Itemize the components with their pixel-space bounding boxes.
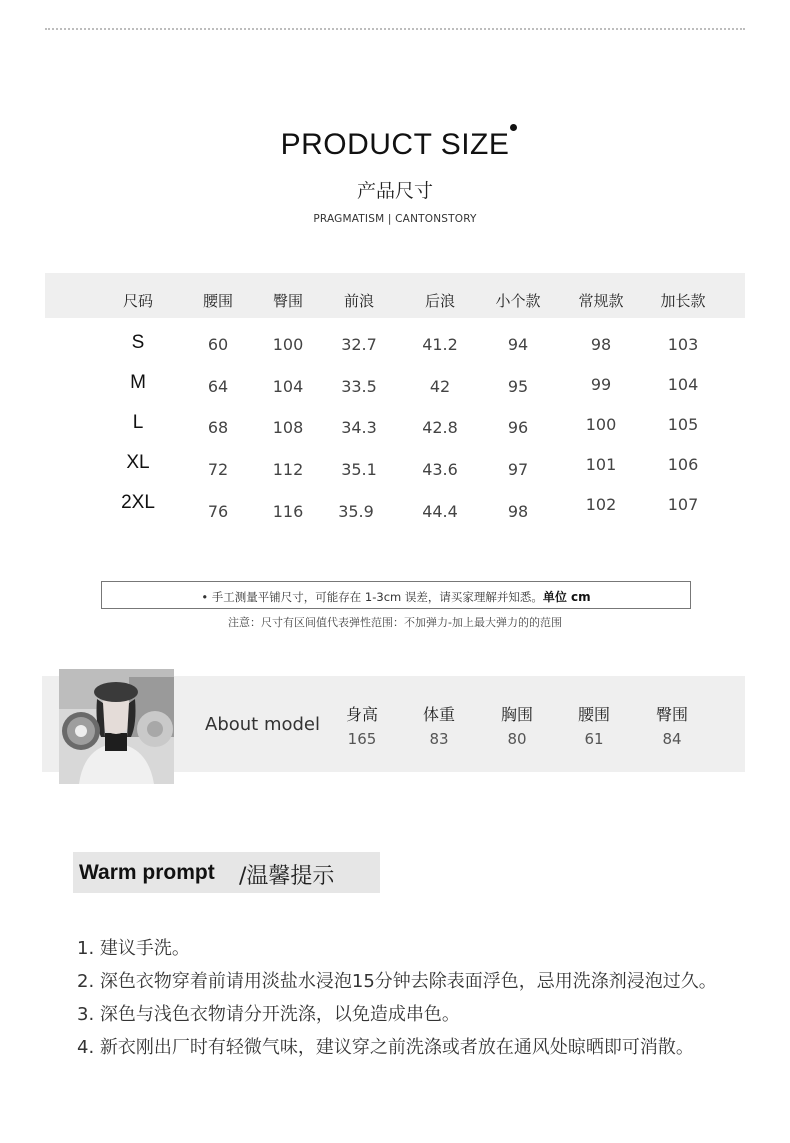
model-stat-name: 身高 [345,705,379,724]
care-tip-item: 4. 新衣刚出厂时有轻微气味，建议穿之前洗涤或者放在通风处晾晒即可消散。 [77,1037,694,1058]
header-cell: 腰围 [202,292,234,310]
table-cell: 42 [429,377,451,396]
table-cell: 104 [667,375,699,394]
size-cell: 2XL [121,492,155,513]
model-stat-value: 80 [507,730,527,748]
table-cell: 94 [507,335,529,354]
table-cell: 44.4 [422,502,458,521]
warm-prompt-title-zh: /温馨提示 [239,864,335,889]
table-cell: 107 [667,495,699,514]
header-cell: 后浪 [424,292,456,310]
table-cell: 35.9 [338,502,374,521]
brand-line: PRAGMATISM | CANTONSTORY [313,213,477,225]
table-cell: 33.5 [341,377,377,396]
table-cell: 41.2 [422,335,458,354]
warm-prompt-heading [73,852,380,893]
model-stat-value: 61 [584,730,604,748]
table-cell: 64 [207,377,229,396]
header-cell: 常规款 [578,292,624,310]
table-cell: 96 [507,418,529,437]
table-cell: 101 [585,455,617,474]
header-cell: 尺码 [122,292,154,310]
model-stat-name: 胸围 [500,705,534,724]
table-cell: 76 [207,502,229,521]
table-cell: 104 [272,377,304,396]
warm-prompt-title-en: Warm prompt [79,861,215,884]
table-cell: 32.7 [341,335,377,354]
care-tip-item: 3. 深色与浅色衣物请分开洗涤，以免造成串色。 [77,1004,460,1025]
model-stat-value: 83 [429,730,449,748]
measurement-note-box [101,581,691,609]
page-subtitle: 产品尺寸 [356,180,433,202]
care-tip-item: 1. 建议手洗。 [77,938,190,959]
top-dotted-divider [45,28,745,30]
header-cell: 臀围 [272,292,304,310]
about-model-label: About model [205,714,320,735]
header-cell: 小个款 [495,292,541,310]
size-cell: M [130,372,146,393]
table-cell: 105 [667,415,699,434]
table-cell: 116 [272,502,304,521]
page-title: PRODUCT SIZE [280,128,510,161]
size-cell: XL [126,452,150,473]
table-cell: 98 [507,502,529,521]
care-tips-list [77,936,717,1068]
model-photo [59,669,174,784]
table-cell: 43.6 [422,460,458,479]
model-stat-value: 165 [347,730,377,748]
table-cell: 102 [585,495,617,514]
model-stat-name: 腰围 [577,705,611,724]
care-tip-item: 2. 深色衣物穿着前请用淡盐水浸泡15分钟去除表面浮色，忌用洗涤剂浸泡过久。 [77,971,717,992]
size-cell: L [132,412,144,433]
size-cell: S [131,332,145,353]
table-cell: 103 [667,335,699,354]
table-cell: 95 [507,377,529,396]
table-cell: 72 [207,460,229,479]
table-cell: 100 [272,335,304,354]
table-cell: 98 [590,335,612,354]
table-cell: 68 [207,418,229,437]
measurement-note: • 手工测量平铺尺寸，可能存在 1-3cm 误差，请买家理解并知悉。 [201,590,543,604]
model-stat-name: 体重 [422,705,456,724]
table-cell: 106 [667,455,699,474]
header-cell: 前浪 [343,292,375,310]
table-cell: 42.8 [422,418,458,437]
table-cell: 112 [272,460,304,479]
unit-label: 单位 cm [542,590,591,604]
elastic-range-note: 注意：尺寸有区间值代表弹性范围：不加弹力-加上最大弹力的的范围 [228,616,562,629]
title-dot [510,124,517,131]
size-table-header [45,273,745,318]
table-cell: 108 [272,418,304,437]
table-cell: 100 [585,415,617,434]
model-stat-value: 84 [662,730,682,748]
table-cell: 99 [590,375,612,394]
header-cell: 加长款 [660,292,706,310]
table-cell: 34.3 [341,418,377,437]
model-stat-name: 臀围 [655,705,689,724]
table-cell: 97 [507,460,529,479]
table-cell: 60 [207,335,229,354]
table-cell: 35.1 [341,460,377,479]
